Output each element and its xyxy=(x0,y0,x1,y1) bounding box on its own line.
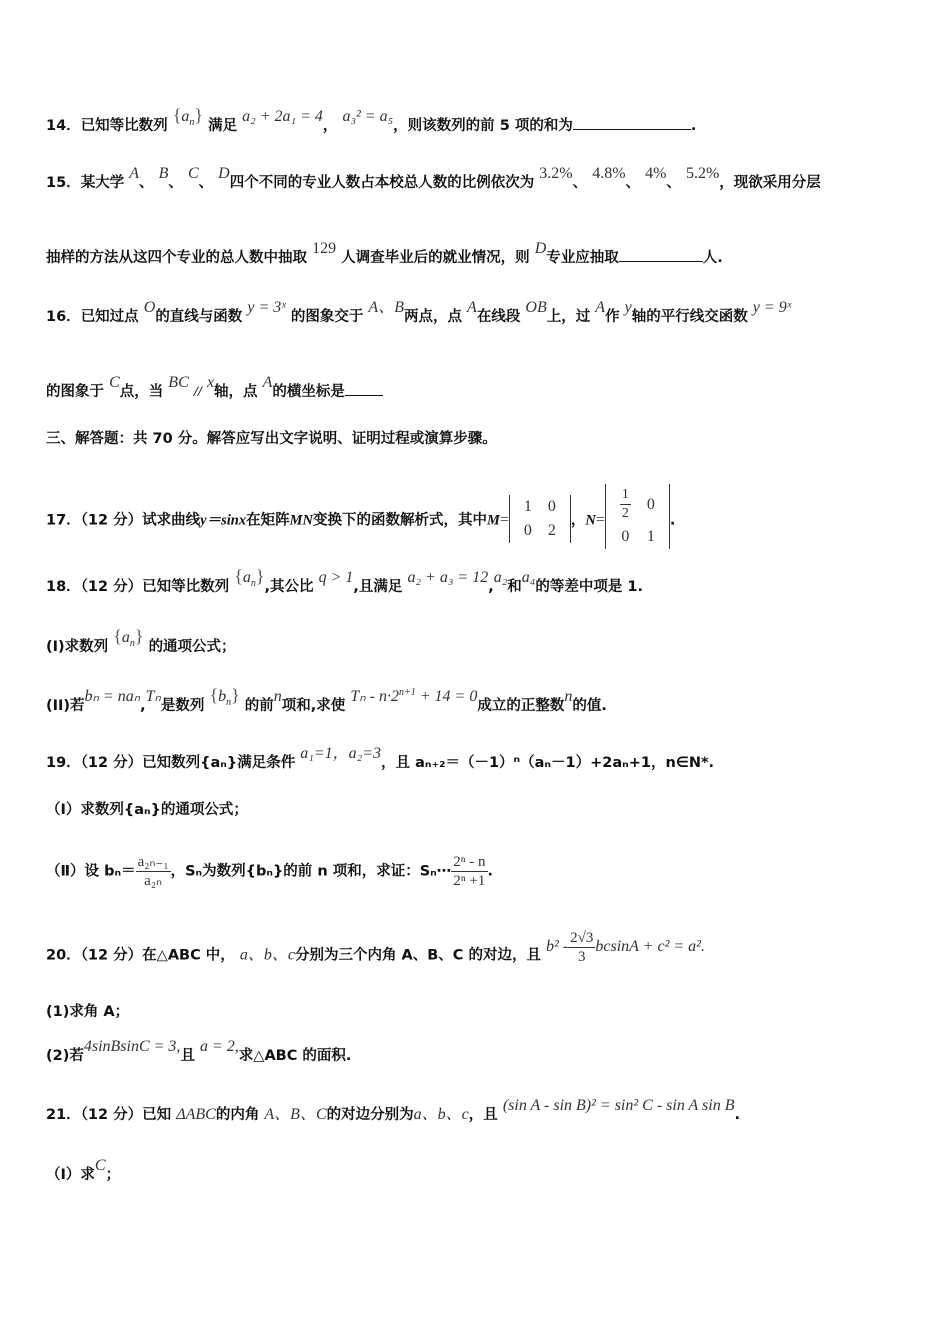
brace-icon: } xyxy=(231,684,240,705)
q14-seq-sub: n xyxy=(189,116,195,128)
q16-text-5: 在线段 xyxy=(476,309,521,325)
sep: 、 xyxy=(198,175,214,191)
matrix-m-label: M xyxy=(486,512,500,529)
q19-text-2: ，且 aₙ₊₂＝（－1）ⁿ（aₙ－1）+2aₙ+1，n∈N*. xyxy=(381,755,715,771)
m22: 2 xyxy=(547,521,556,539)
q18-ineq-left: Tₙ - n·2 xyxy=(350,687,399,705)
q15-text-3: ，现欲采用分层 xyxy=(719,175,821,191)
sep: 、 xyxy=(139,175,154,191)
q15-text-1: 某大学 xyxy=(80,175,125,191)
q18-n: n xyxy=(564,687,573,705)
point-a: A xyxy=(595,299,606,316)
q14-text-3: ，则该数列的前 5 项的和为 xyxy=(393,118,573,134)
points-ab: A、B xyxy=(368,299,404,316)
q19-end: . xyxy=(487,863,494,880)
m11: 1 xyxy=(523,497,532,515)
question-16-cont xyxy=(46,374,910,402)
q18-seq-sub: n xyxy=(250,577,256,589)
q20-part2-b: 且 xyxy=(180,1048,195,1064)
q19-fraction-1 xyxy=(136,853,171,890)
sample-size: 129 xyxy=(312,240,337,257)
q18-seqb: b xyxy=(218,687,227,705)
q20-sides: a、b、c xyxy=(239,946,295,964)
q17-number: 17． xyxy=(46,512,81,529)
q18-ineq-exp: n+1 xyxy=(398,687,416,698)
q21-number: 21． xyxy=(46,1107,81,1123)
q18-condition: q > 1 xyxy=(318,569,354,586)
ratio-1: 3.2% xyxy=(539,165,573,182)
q18-a2: a₂ xyxy=(493,569,508,586)
m21: 0 xyxy=(523,521,532,539)
brace-icon: } xyxy=(255,566,265,586)
point-o: O xyxy=(143,299,156,316)
q14-seq: a xyxy=(181,108,190,125)
n11-den: 2 xyxy=(621,506,629,521)
n21: 0 xyxy=(621,528,630,545)
q20-text-1: 在△ABC 中， xyxy=(142,947,235,964)
axis-x: x xyxy=(206,374,215,391)
ratio-2: 4.8% xyxy=(592,165,626,182)
point-a: A xyxy=(262,374,273,391)
q16-text-8: 轴的平行线交函数 xyxy=(631,309,748,325)
segment-bc: BC xyxy=(168,374,189,391)
major-d: D xyxy=(534,240,547,257)
q18-n: n xyxy=(273,687,282,705)
q20-frac-den: 3 xyxy=(578,949,586,965)
q21-angles: A、B、C xyxy=(264,1106,327,1123)
major-d: D xyxy=(218,165,230,182)
q14-equation-2: a₃² = a₅ xyxy=(342,108,394,125)
matrix-m xyxy=(509,495,571,543)
q15-text-6: 专业应抽取 xyxy=(546,250,619,266)
q20-fraction xyxy=(568,929,595,966)
q17-mn: MN xyxy=(289,512,313,529)
q21-text-3: 的对边分别为 xyxy=(326,1107,414,1123)
q18-part1-label: (I)求数列 xyxy=(46,639,109,655)
question-18-part-1 xyxy=(46,626,910,663)
q21-part1-end: ； xyxy=(105,1167,121,1183)
q20-cond-1: 4sinBsinC = 3, xyxy=(83,1038,181,1055)
brace-icon: } xyxy=(194,105,204,125)
q19-dots: ⋯ xyxy=(436,863,452,880)
q18-text-9: 项和,求使 xyxy=(281,697,346,714)
q18-seqb-sub: n xyxy=(226,696,232,708)
function-2: y = 9ˣ xyxy=(752,299,792,316)
q19-number: 19． xyxy=(46,755,81,771)
q20-score: （12 分） xyxy=(80,947,143,964)
q15-text-5: 人调查毕业后的就业情况，则 xyxy=(341,250,530,266)
q18-text-4: , xyxy=(488,579,494,595)
q18-seq: a xyxy=(121,629,130,646)
segment-ob: OB xyxy=(525,299,547,316)
brace-icon: { xyxy=(113,626,122,646)
n22: 1 xyxy=(646,528,655,545)
q19-text-1: 已知数列{aₙ}满足条件 xyxy=(142,755,296,771)
q21-text-2: 的内角 xyxy=(215,1107,260,1123)
q16-text-3: 的图象交于 xyxy=(290,309,364,325)
q15-text-2: 四个不同的专业人数占本校总人数的比例依次为 xyxy=(229,175,535,191)
q19-frac2-den: 2ⁿ +1 xyxy=(453,873,486,889)
answer-blank[interactable] xyxy=(573,115,691,130)
q21-triangle: ΔABC xyxy=(176,1106,216,1123)
q18-equation: a₂ + a₃ = 12 xyxy=(407,569,489,586)
ratio-3: 4% xyxy=(645,165,667,182)
q21-sides: a、b、c xyxy=(413,1106,469,1123)
q20-number: 20． xyxy=(46,947,81,964)
q17-text-3: 变换下的函数解析式，其中 xyxy=(312,512,487,529)
axis-y: y xyxy=(624,299,632,316)
question-15 xyxy=(46,165,910,193)
q20-eq-left: b² - xyxy=(546,937,569,955)
q18-text-1: 已知等比数列 xyxy=(142,579,230,595)
question-21 xyxy=(46,1097,910,1125)
q21-score: （12 分） xyxy=(80,1107,143,1123)
q16-text-10: 点，当 xyxy=(119,384,164,400)
q19-frac2-num: 2ⁿ - n xyxy=(453,854,486,870)
q18-part2-label: (II)若 xyxy=(46,697,85,714)
q16-text-6: 上，过 xyxy=(546,309,591,325)
q14-end: . xyxy=(690,118,697,134)
q20-text-2: 分别为三个内角 A、B、C 的对边，且 xyxy=(294,947,541,964)
q15-text-7: 人. xyxy=(702,250,723,266)
q20-eq-right: bcsinA + c² = a². xyxy=(595,937,705,955)
q18-text-3: ,且满足 xyxy=(353,579,403,595)
function-1: y = 3ˣ xyxy=(247,299,286,316)
q18-text-5: 和 xyxy=(507,579,522,595)
q19-fraction-2 xyxy=(451,853,487,890)
q21-text-4: ，且 xyxy=(468,1107,498,1123)
q18-a4: a₄ xyxy=(521,569,536,586)
matrix-n-label: N xyxy=(585,512,596,529)
q14-text-1: 已知等比数列 xyxy=(80,118,168,134)
major-a: A xyxy=(129,165,140,182)
q18-ineq-right: + 14 = 0 xyxy=(415,687,478,705)
section-3-heading: 三、解答题：共 70 分。解答应写出文字说明、证明过程或演算步骤。 xyxy=(46,431,497,447)
question-20-part-1: (1)求角 A； xyxy=(46,1004,130,1020)
question-19-part-1: （Ⅰ）求数列{aₙ}的通项公式； xyxy=(46,802,248,818)
q18-text-6: 的等差中项是 1. xyxy=(535,579,643,595)
answer-blank[interactable] xyxy=(619,247,703,262)
question-16 xyxy=(46,299,910,327)
brace-icon: { xyxy=(209,684,219,705)
q19-part2-b: ，Sₙ为数列{bₙ}的前 n 项和，求证：Sₙ xyxy=(170,863,437,880)
q17-score: （12 分） xyxy=(80,512,143,529)
q20-part2-a: (2)若 xyxy=(46,1048,84,1064)
q19-score: （12 分） xyxy=(80,755,143,771)
q18-text-10: 成立的正整数 xyxy=(477,697,565,714)
q16-text-12: 的横坐标是 xyxy=(272,384,345,400)
q17-end: . xyxy=(669,512,676,529)
q19-frac1-num: a₂ₙ₋₁ xyxy=(137,854,169,870)
equals: = xyxy=(499,511,509,529)
q16-text-9: 的图象于 xyxy=(46,384,104,400)
q21-equation: (sin A - sin B)² = sin² C - sin A sin B xyxy=(502,1097,735,1114)
q17-sep: ， xyxy=(570,512,586,529)
n12: 0 xyxy=(646,495,655,513)
q18-score: （12 分） xyxy=(80,579,143,595)
question-18 xyxy=(46,566,910,603)
q14-comma: ， xyxy=(322,118,338,134)
m12: 0 xyxy=(547,497,556,515)
point-c: C xyxy=(109,374,120,391)
point-a: A xyxy=(467,299,477,316)
ratio-4: 5.2% xyxy=(685,165,720,182)
q18-text-2: ,其公比 xyxy=(264,579,314,595)
sep: 、 xyxy=(625,175,641,191)
q18-number: 18． xyxy=(46,579,81,595)
sep: 、 xyxy=(572,175,588,191)
major-b: B xyxy=(158,165,169,182)
q18-text-11: 的值. xyxy=(572,697,607,714)
q18-part1-tail: 的通项公式； xyxy=(148,639,236,655)
brace-icon: { xyxy=(234,566,243,586)
question-14 xyxy=(46,105,910,142)
q21-part1: （Ⅰ）求 xyxy=(46,1167,95,1183)
q17-text-1: 试求曲线 xyxy=(142,512,201,529)
q16-number: 16． xyxy=(46,309,81,325)
q18-bn: bₙ = naₙ xyxy=(84,687,141,705)
matrix-n xyxy=(605,484,670,549)
question-17 xyxy=(46,488,910,553)
q21-c: C xyxy=(94,1157,106,1174)
q21-end: . xyxy=(734,1107,740,1123)
question-20-part-2 xyxy=(46,1038,910,1066)
q18-seq-sub: n xyxy=(129,637,135,649)
q16-text-2: 的直线与函数 xyxy=(155,309,243,325)
q18-tn: Tₙ xyxy=(145,687,161,705)
q14-text-2: 满足 xyxy=(208,118,238,134)
q14-number: 14． xyxy=(46,118,81,134)
q19-part2-a: （Ⅱ）设 bₙ＝ xyxy=(46,863,136,880)
q17-curve: y＝sinx xyxy=(200,512,247,529)
q16-text-4: 两点，点 xyxy=(403,309,462,325)
q20-cond-2: a = 2, xyxy=(200,1038,239,1055)
q18-seq: a xyxy=(242,569,251,586)
n11-num: 1 xyxy=(620,486,631,505)
question-21-part-1 xyxy=(46,1157,910,1185)
q17-text-2: 在矩阵 xyxy=(246,512,290,529)
answer-blank[interactable] xyxy=(345,381,383,396)
q14-equation-1: a₂ + 2a₁ = 4 xyxy=(242,108,323,125)
q19-frac1-den: a₂ₙ xyxy=(144,873,163,889)
question-15-cont xyxy=(46,240,910,268)
q18-text-8: 的前 xyxy=(244,697,274,714)
q16-text-11: 轴，点 xyxy=(214,384,258,400)
major-c: C xyxy=(187,165,199,182)
brace-icon: { xyxy=(172,105,182,125)
q19-condition: a₁=1，a₂=3 xyxy=(300,745,382,762)
q16-text-7: 作 xyxy=(605,309,620,325)
question-20 xyxy=(46,930,910,974)
sep: 、 xyxy=(666,175,681,191)
q18-text-7: 是数列 xyxy=(160,697,205,714)
q20-part2-c: 求△ABC 的面积. xyxy=(238,1048,352,1064)
equals: = xyxy=(595,511,605,529)
q15-text-4: 抽样的方法从这四个专业的总人数中抽取 xyxy=(46,250,307,266)
question-19-part-2 xyxy=(46,853,910,890)
question-18-part-2: (II)若bₙ = naₙ,Tₙ是数列 $\{b_n\}$ 的前n项和,求使 $T_n - n\cdot 2^{n+1} + 14 = 0$成立的正整数n的值. xyxy=(46,684,607,714)
q16-text-1: 已知过点 xyxy=(80,309,139,325)
sep: 、 xyxy=(168,175,183,191)
q20-frac-num: 2√3 xyxy=(570,930,594,946)
brace-icon: } xyxy=(134,626,144,646)
parallel-icon: // xyxy=(193,384,202,400)
question-19 xyxy=(46,745,910,773)
q21-text-1: 已知 xyxy=(142,1107,172,1123)
q15-number: 15． xyxy=(46,175,81,191)
